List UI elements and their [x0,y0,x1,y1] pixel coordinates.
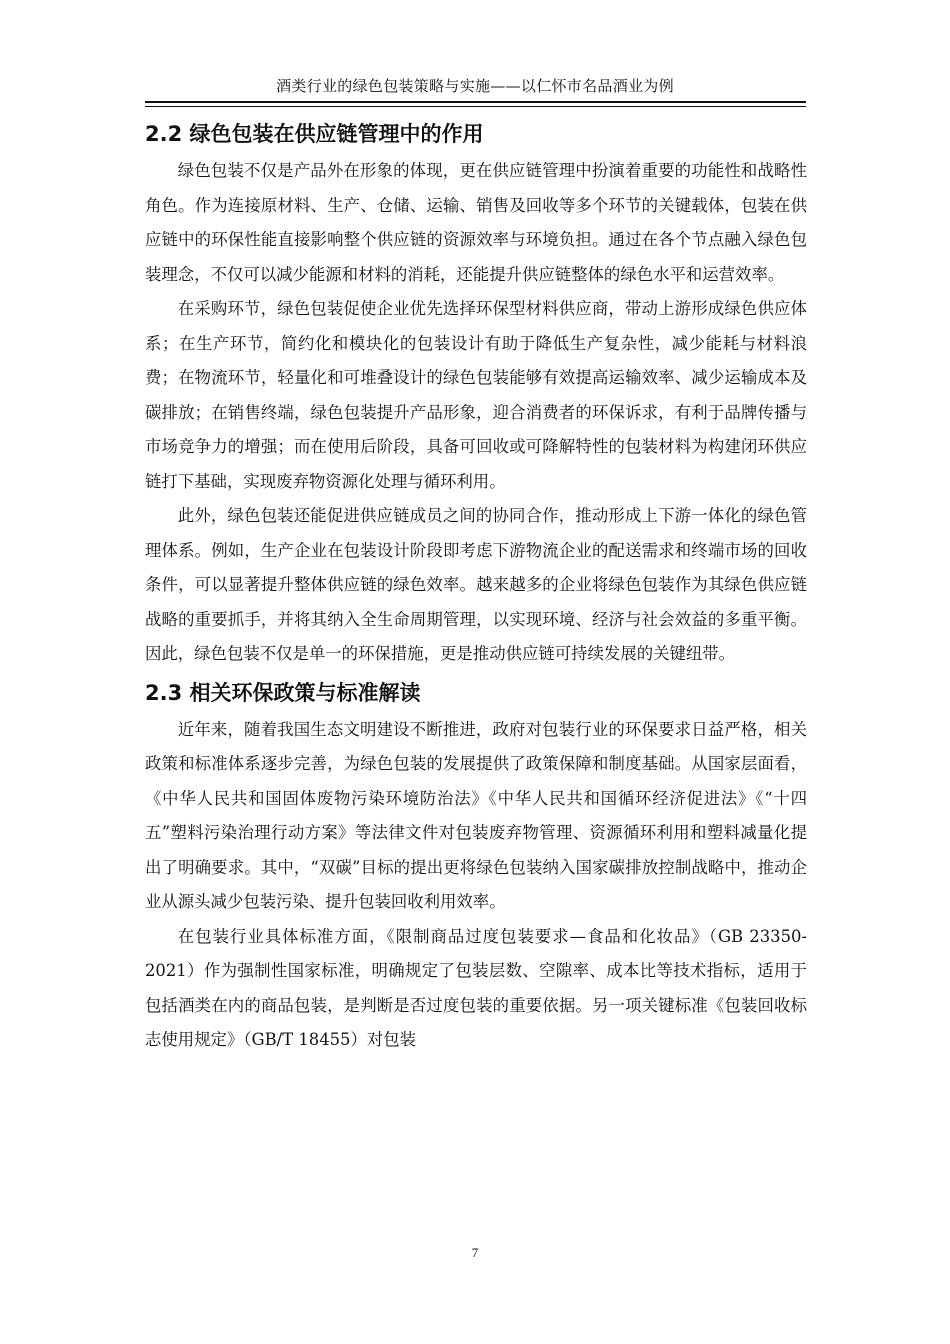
running-header: 酒类行业的绿色包装策略与实施——以仁怀市名品酒业为例 [276,77,674,95]
paragraph: 此外，绿色包装还能促进供应链成员之间的协同合作，推动形成上下游一体化的绿色管理体系。例如，生产企业在包装设计阶段即考虑下游物流企业的配送需求和终端市场的回收条件，可以显著提升整体供应链的绿色效率。越来越多的企业将绿色包装作为其绿色供应链战略的重要抓手，并将其纳入全生命周期管理，以实现环境、经济与社会效益的多重平衡。因此，绿色包装不仅是单一的环保措施，更是推动供应链可持续发展的关键纽带。 [145,506,807,663]
page-body [145,114,807,1058]
paragraph: 在采购环节，绿色包装促使企业优先选择环保型材料供应商，带动上游形成绿色供应体系；在生产环节，简约化和模块化的包装设计有助于降低生产复杂性，减少能耗与材料浪费；在物流环节，轻量化和可堆叠设计的绿色包装能够有效提高运输效率、减少运输成本及碳排放；在销售终端，绿色包装提升产品形象，迎合消费者的环保诉求，有利于品牌传播与市场竞争力的增强；而在使用后阶段，具备可回收或可降解特性的包装材料为构建闭环供应链打下基础，实现废弃物资源化处理与循环利用。 [145,299,807,491]
page-number: 7 [471,1245,479,1260]
paragraph: 近年来，随着我国生态文明建设不断推进，政府对包装行业的环保要求日益严格，相关政策和标准体系逐步完善，为绿色包装的发展提供了政策保障和制度基础。从国家层面看，《中华人民共和国固体废物污染环境防治法》《中华人民共和国循环经济促进法》《“十四五”塑料污染治理行动方案》等法律文件对包装废弃物管理、资源循环利用和塑料减量化提出了明确要求。其中，“双碳”目标的提出更将绿色包装纳入国家碳排放控制战略中，推动企业从源头减少包装污染、提升包装回收利用效率。 [145,719,807,911]
section-heading-2-3: 2.3 相关环保政策与标准解读 [145,680,421,705]
section-heading-2-2: 2.2 绿色包装在供应链管理中的作用 [145,122,484,146]
header-rule-thin [145,106,806,107]
header-rule-thick [145,101,806,103]
paragraph: 在包装行业具体标准方面，《限制商品过度包装要求—食品和化妆品》（GB 23350-2021）作为强制性国家标准，明确规定了包装层数、空隙率、成本比等技术指标，适用于包括酒类在内的商品包装，是判断是否过度包装的重要依据。另一项关键标准《包装回收标志使用规定》（GB/T 18455）对包装 [145,926,807,1049]
paragraph: 绿色包装不仅是产品外在形象的体现，更在供应链管理中扮演着重要的功能性和战略性角色。作为连接原材料、生产、仓储、运输、销售及回收等多个环节的关键载体，包装在供应链中的环保性能直接影响整个供应链的资源效率与环境负担。通过在各个节点融入绿色包装理念，不仅可以减少能源和材料的消耗，还能提升供应链整体的绿色水平和运营效率。 [145,161,807,284]
